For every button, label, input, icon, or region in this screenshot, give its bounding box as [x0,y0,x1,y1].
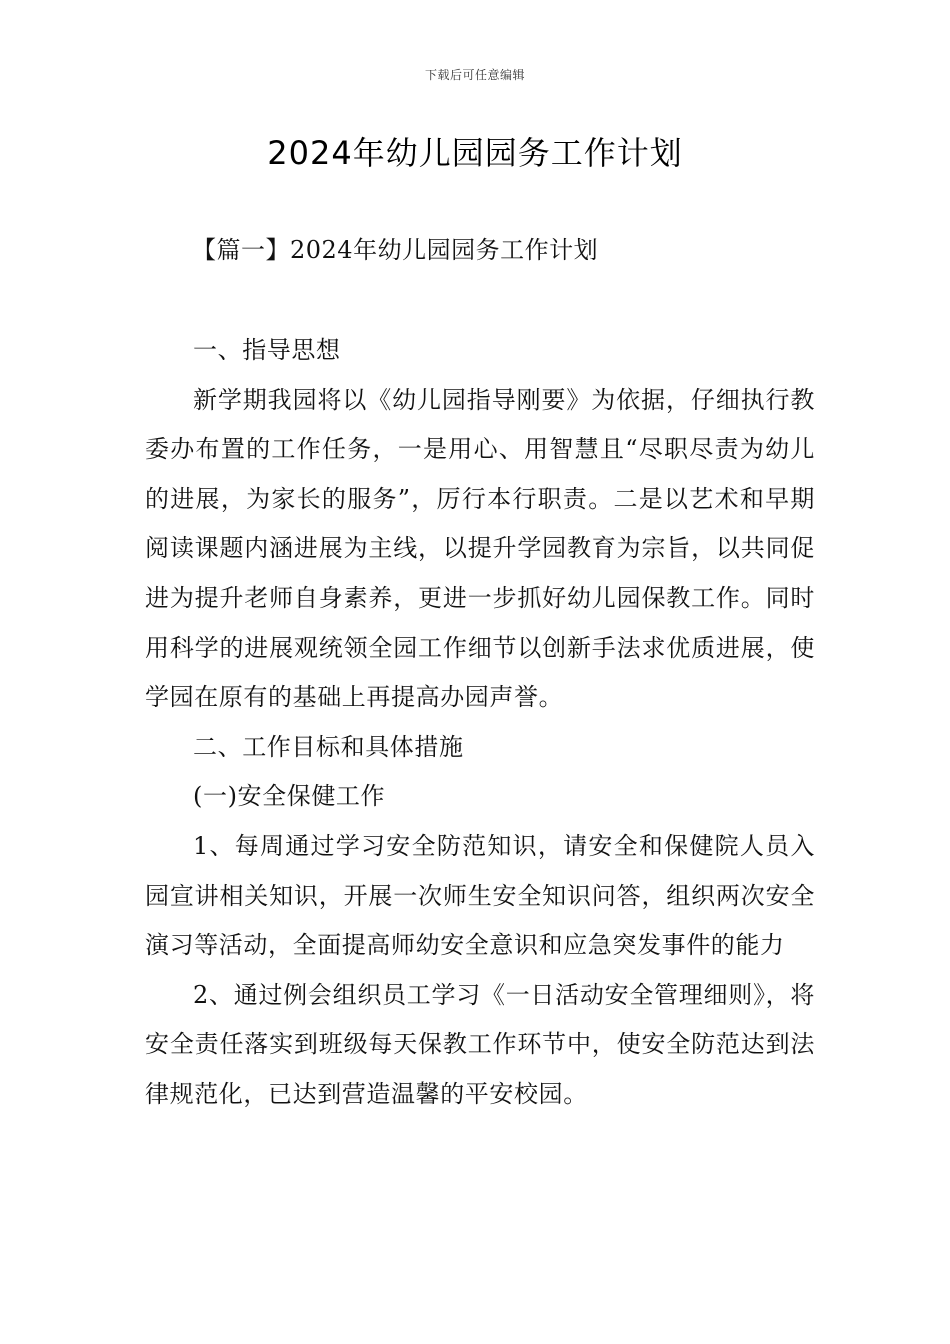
document-title: 2024年幼儿园园务工作计划 [267,134,683,172]
paragraph-safety-item-1: 1、每周通过学习安全防范知识，请安全和保健院人员入园宣讲相关知识，开展一次师生安全知识问答，组织两次安全演习等活动，全面提高师幼安全意识和应急突发事件的能力 [145,831,815,960]
document-body [145,326,815,1120]
section-heading-guiding-ideas: 一、指导思想 [193,336,341,364]
subsection-heading-safety-health: (一)安全保健工作 [193,782,386,811]
paragraph-safety-item-2: 2、通过例会组织员工学习《一日活动安全管理细则》，将安全责任落实到班级每天保教工作环节中，使安全防范达到法律规范化，已达到营造温馨的平安校园。 [145,980,815,1108]
document-subtitle: 【篇一】2024年幼儿园园务工作计划 [192,236,599,264]
paragraph-guiding-ideas: 新学期我园将以《幼儿园指导刚要》为依据，仔细执行教委办布置的工作任务，一是用心、用智慧且“尽职尽责为幼儿的进展，为家长的服务”，厉行本行职责。二是以艺术和早期阅读课题内涵进展为主线，以提升学园教育为宗旨，以共同促进为提升老师自身素养，更进一步抓好幼儿园保教工作。同时用科学的进展观统领全园工作细节以创新手法求优质进展，使学园在原有的基础上再提高办园声誉。 [145,385,815,712]
section-heading-goals-measures: 二、工作目标和具体措施 [193,732,464,761]
header-note: 下载后可任意编辑 [424,68,525,82]
